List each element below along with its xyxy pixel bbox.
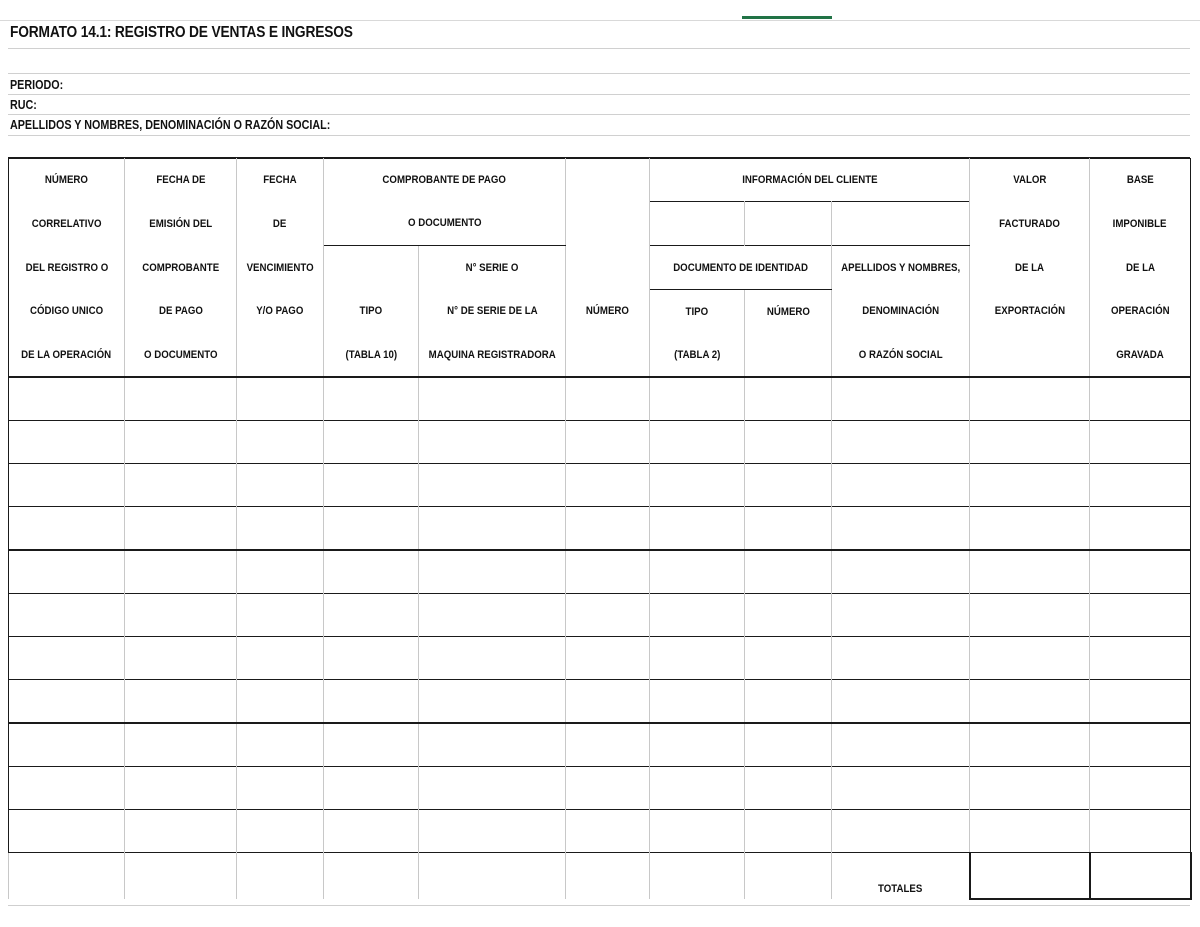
table-cell[interactable] (566, 637, 650, 680)
table-cell[interactable] (970, 767, 1090, 810)
table-cell[interactable] (9, 810, 125, 853)
table-cell[interactable] (832, 680, 970, 724)
table-cell[interactable] (1090, 680, 1191, 724)
table-cell[interactable] (9, 550, 125, 594)
table-cell[interactable] (566, 377, 650, 421)
table-cell[interactable] (9, 421, 125, 464)
table-row (9, 723, 1191, 767)
table-cell[interactable] (566, 723, 650, 767)
table-cell[interactable] (1090, 377, 1191, 421)
table-cell[interactable] (566, 507, 650, 551)
table-cell[interactable] (970, 594, 1090, 637)
table-cell[interactable] (745, 550, 832, 594)
header-cell-comprobante[interactable]: O DOCUMENTO (324, 202, 566, 246)
table-cell[interactable] (1090, 723, 1191, 767)
table-cell[interactable] (650, 680, 745, 724)
table-cell[interactable] (125, 723, 237, 767)
table-cell[interactable] (566, 680, 650, 724)
header-cell[interactable]: O RAZÓN SOCIAL (832, 333, 970, 377)
header-cell[interactable]: DE LA (970, 246, 1090, 290)
table-cell[interactable] (566, 421, 650, 464)
table-cell[interactable] (970, 421, 1090, 464)
header-cell-comprobante[interactable]: COMPROBANTE DE PAGO (324, 158, 566, 202)
table-cell[interactable] (237, 377, 324, 421)
table-cell[interactable] (650, 637, 745, 680)
header-cell[interactable]: DE (237, 202, 324, 246)
header-cell[interactable]: MAQUINA REGISTRADORA (419, 333, 566, 377)
header-cell[interactable] (324, 246, 419, 290)
header-cell[interactable] (970, 333, 1090, 377)
table-cell[interactable] (566, 464, 650, 507)
table-cell[interactable] (970, 723, 1090, 767)
table-cell[interactable] (1090, 464, 1191, 507)
table-cell[interactable] (745, 810, 832, 853)
table-cell[interactable] (237, 853, 324, 900)
header-cell[interactable]: COMPROBANTE (125, 246, 237, 290)
header-cell[interactable] (566, 202, 650, 246)
header-cell[interactable]: GRAVADA (1090, 333, 1191, 377)
table-cell[interactable] (324, 421, 419, 464)
table-cell[interactable] (832, 421, 970, 464)
header-cell[interactable] (237, 333, 324, 377)
column-header-bar (0, 0, 1200, 21)
table-cell[interactable] (650, 723, 745, 767)
table-cell[interactable] (324, 853, 419, 900)
table-cell[interactable] (650, 421, 745, 464)
table-cell[interactable] (324, 464, 419, 507)
table-cell[interactable] (237, 680, 324, 724)
table-cell[interactable] (125, 810, 237, 853)
table-row (9, 377, 1191, 421)
table-cell[interactable] (125, 680, 237, 724)
header-cell[interactable]: APELLIDOS Y NOMBRES, (832, 246, 970, 290)
table-cell[interactable] (745, 507, 832, 551)
table-cell[interactable] (832, 723, 970, 767)
table-cell[interactable] (9, 637, 125, 680)
header-cell-doc-identidad[interactable]: DOCUMENTO DE IDENTIDAD (650, 246, 832, 290)
table-row (9, 464, 1191, 507)
table-cell[interactable] (237, 637, 324, 680)
table-cell[interactable] (419, 377, 566, 421)
table-cell[interactable] (324, 810, 419, 853)
table-cell[interactable] (970, 637, 1090, 680)
header-cell[interactable]: OPERACIÓN (1090, 290, 1191, 334)
header-cell[interactable]: (TABLA 2) (650, 333, 745, 377)
table-cell[interactable] (419, 637, 566, 680)
table-cell[interactable] (324, 723, 419, 767)
table-cell[interactable] (970, 680, 1090, 724)
table-cell[interactable] (237, 810, 324, 853)
ruc-label[interactable]: RUC: (10, 98, 37, 112)
table-cell[interactable] (650, 853, 745, 900)
header-cell[interactable] (650, 202, 745, 246)
table-cell[interactable] (324, 637, 419, 680)
table-cell[interactable] (745, 637, 832, 680)
header-cell[interactable]: EMISIÓN DEL (125, 202, 237, 246)
header-cell[interactable]: DENOMINACIÓN (832, 290, 970, 334)
table-cell[interactable] (1090, 421, 1191, 464)
table-cell[interactable] (419, 464, 566, 507)
sheet-title[interactable]: FORMATO 14.1: REGISTRO DE VENTAS E INGRESOS (10, 24, 353, 41)
table-cell[interactable] (745, 594, 832, 637)
table-cell[interactable] (745, 464, 832, 507)
table-cell[interactable] (566, 853, 650, 900)
header-cell[interactable]: IMPONIBLE (1090, 202, 1191, 246)
table-cell[interactable] (9, 507, 125, 551)
table-cell[interactable] (1090, 637, 1191, 680)
totals-row (9, 853, 1191, 900)
table-cell[interactable] (125, 767, 237, 810)
table-cell[interactable] (125, 594, 237, 637)
table-cell[interactable] (419, 767, 566, 810)
table-row (9, 637, 1191, 680)
header-cell[interactable]: N° DE SERIE DE LA (419, 290, 566, 334)
table-cell[interactable] (324, 767, 419, 810)
header-cell[interactable]: FECHA DE (125, 158, 237, 202)
table-cell[interactable] (650, 377, 745, 421)
table-cell[interactable] (832, 810, 970, 853)
table-cell[interactable] (419, 680, 566, 724)
table-cell[interactable] (419, 594, 566, 637)
sales-register-table (8, 158, 1192, 900)
table-row (9, 680, 1191, 724)
table-cell[interactable] (324, 680, 419, 724)
row-divider (8, 48, 1190, 49)
table-cell[interactable] (1090, 594, 1191, 637)
header-cell[interactable] (745, 333, 832, 377)
table-cell[interactable] (745, 767, 832, 810)
header-cell-cliente[interactable]: INFORMACIÓN DEL CLIENTE (650, 158, 970, 202)
table-cell[interactable] (650, 464, 745, 507)
table-cell[interactable] (237, 594, 324, 637)
table-row (9, 550, 1191, 594)
header-cell[interactable]: TIPO (650, 290, 745, 334)
table-cell[interactable] (745, 421, 832, 464)
table-cell[interactable] (970, 810, 1090, 853)
table-cell[interactable] (237, 767, 324, 810)
header-cell[interactable]: FECHA (237, 158, 324, 202)
table-cell[interactable] (125, 637, 237, 680)
table-cell[interactable] (9, 377, 125, 421)
table-cell[interactable] (745, 680, 832, 724)
header-cell[interactable] (745, 202, 832, 246)
table-cell[interactable] (1090, 507, 1191, 551)
table-cell[interactable] (650, 507, 745, 551)
table-cell[interactable] (650, 810, 745, 853)
header-cell[interactable] (832, 202, 970, 246)
table-cell[interactable] (9, 464, 125, 507)
table-cell[interactable] (970, 550, 1090, 594)
table-cell[interactable] (970, 464, 1090, 507)
table-cell[interactable] (832, 767, 970, 810)
header-cell[interactable]: TIPO (324, 290, 419, 334)
table-cell[interactable] (650, 594, 745, 637)
table-row (9, 421, 1191, 464)
table-cell[interactable] (125, 377, 237, 421)
table-cell[interactable] (324, 550, 419, 594)
table-cell[interactable] (832, 507, 970, 551)
table-cell[interactable] (419, 550, 566, 594)
table-row (9, 594, 1191, 637)
table-cell[interactable] (566, 594, 650, 637)
header-cell[interactable]: O DOCUMENTO (125, 333, 237, 377)
table-cell[interactable] (237, 507, 324, 551)
header-cell[interactable]: NÚMERO (566, 290, 650, 334)
table-cell[interactable] (745, 853, 832, 900)
header-cell[interactable]: DE LA OPERACIÓN (9, 333, 125, 377)
table-cell[interactable] (125, 550, 237, 594)
table-cell[interactable] (9, 723, 125, 767)
table-cell[interactable] (745, 723, 832, 767)
table-row (9, 767, 1191, 810)
table-cell[interactable] (324, 594, 419, 637)
table-cell[interactable] (237, 421, 324, 464)
header-cell[interactable]: DEL REGISTRO O (9, 246, 125, 290)
table-cell[interactable] (832, 464, 970, 507)
razon-social-label[interactable]: APELLIDOS Y NOMBRES, DENOMINACIÓN O RAZÓN SOCIAL: (10, 118, 331, 132)
table-cell[interactable] (9, 853, 125, 900)
active-column-indicator (742, 16, 832, 19)
table-row (9, 810, 1191, 853)
table-cell[interactable] (970, 377, 1090, 421)
table-cell[interactable] (970, 507, 1090, 551)
table-row (9, 507, 1191, 551)
table-cell[interactable] (832, 594, 970, 637)
table-cell[interactable] (1090, 810, 1191, 853)
header-cell[interactable] (566, 246, 650, 290)
header-cell[interactable] (566, 158, 650, 202)
header-cell[interactable]: FACTURADO (970, 202, 1090, 246)
header-cell[interactable]: BASE (1090, 158, 1191, 202)
header-cell[interactable]: VALOR (970, 158, 1090, 202)
table-cell[interactable] (1090, 550, 1191, 594)
row-divider (8, 94, 1190, 95)
row-divider (8, 114, 1190, 115)
table-cell[interactable] (832, 637, 970, 680)
table-cell[interactable] (9, 767, 125, 810)
header-cell[interactable]: DE LA (1090, 246, 1191, 290)
table-cell[interactable] (419, 853, 566, 900)
header-cell[interactable]: (TABLA 10) (324, 333, 419, 377)
header-cell[interactable]: Y/O PAGO (237, 290, 324, 334)
row-divider (8, 73, 1190, 74)
header-cell[interactable]: DE PAGO (125, 290, 237, 334)
table-cell[interactable] (9, 680, 125, 724)
header-cell[interactable]: EXPORTACIÓN (970, 290, 1090, 334)
table-cell[interactable] (237, 723, 324, 767)
totals-label[interactable]: TOTALES (832, 853, 970, 900)
table-cell[interactable] (650, 550, 745, 594)
table-cell[interactable] (566, 767, 650, 810)
table-cell[interactable] (566, 550, 650, 594)
table-cell[interactable] (745, 377, 832, 421)
table-cell[interactable] (237, 464, 324, 507)
table-cell[interactable] (832, 550, 970, 594)
totals-base-cell[interactable] (1090, 853, 1191, 900)
table-cell[interactable] (566, 810, 650, 853)
table-cell[interactable] (9, 594, 125, 637)
table-cell[interactable] (125, 853, 237, 900)
row-divider (8, 905, 1190, 906)
table-cell[interactable] (237, 550, 324, 594)
table-cell[interactable] (419, 507, 566, 551)
header-cell[interactable] (566, 333, 650, 377)
table-cell[interactable] (324, 377, 419, 421)
table-cell[interactable] (324, 507, 419, 551)
table-cell[interactable] (125, 507, 237, 551)
header-cell[interactable]: CÓDIGO UNICO (9, 290, 125, 334)
table-cell[interactable] (419, 723, 566, 767)
table-cell[interactable] (125, 464, 237, 507)
header-cell[interactable]: N° SERIE O (419, 246, 566, 290)
totals-valor-cell[interactable] (970, 853, 1090, 900)
table-cell[interactable] (419, 810, 566, 853)
row-divider (8, 135, 1190, 136)
table-cell[interactable] (419, 421, 566, 464)
header-cell[interactable]: VENCIMIENTO (237, 246, 324, 290)
table-cell[interactable] (832, 377, 970, 421)
periodo-label[interactable]: PERIODO: (10, 78, 64, 92)
table-cell[interactable] (650, 767, 745, 810)
header-cell[interactable]: NÚMERO (745, 290, 832, 334)
header-cell[interactable]: CORRELATIVO (9, 202, 125, 246)
table-cell[interactable] (1090, 767, 1191, 810)
header-cell[interactable]: NÚMERO (9, 158, 125, 202)
table-cell[interactable] (125, 421, 237, 464)
